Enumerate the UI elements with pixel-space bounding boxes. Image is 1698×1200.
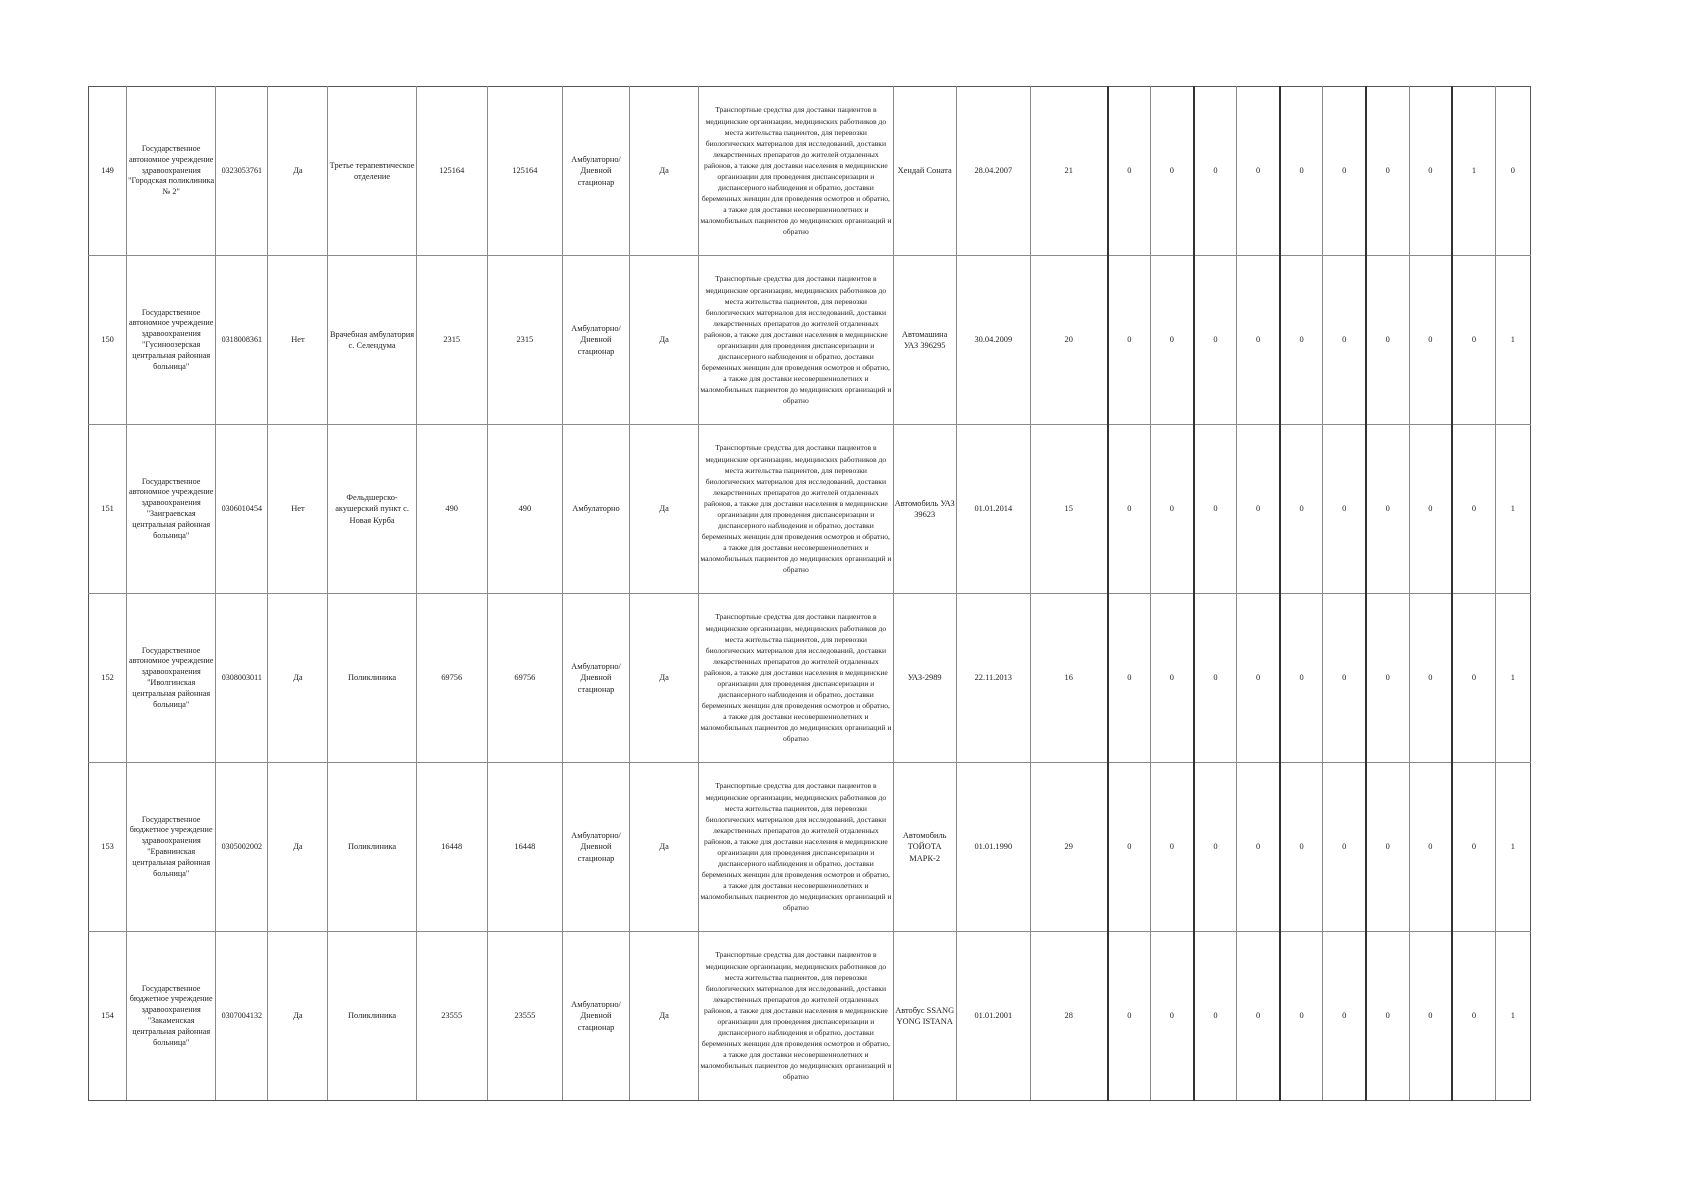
value-cell: 0 [1452,425,1495,594]
value-cell: 0 [1194,87,1237,256]
value-cell: 1 [1495,256,1530,425]
value-cell: 0 [1194,256,1237,425]
value-cell: 0 [1452,763,1495,932]
organization-name: Государственное автономное учреждение здравоохранения "Городская поликлиника № 2" [127,87,216,256]
population-cell: 23555 [416,932,487,1101]
vehicle-register-table [88,86,1531,1101]
row-number: 150 [89,256,127,425]
subdivision-name: Фельдшерско-акушерский пункт с. Новая Курба [328,425,416,594]
value-cell: 0 [1452,932,1495,1101]
subdivision-name: Поликлиника [328,932,416,1101]
table-row [89,256,1531,425]
subdivision-name: Поликлиника [328,763,416,932]
table-row [89,425,1531,594]
flag-cell: Нет [268,425,328,594]
care-type-cell: Амбулаторно/Дневной стационар [562,932,629,1101]
transport-purpose: Транспортные средства для доставки пациентов в медицинские организации, медицинских работников до места жительства пациентов, для перевозки биологических материалов для исследований, доставки лекарственных препаратов до жителей отдаленных районов, а также для доставки населения в медицинские организации для проведения диспансеризации и диспансерного наблюдения и обратно, доставки беременных женщин для проведения осмотров и обратно, а также для доставки несовершеннолетних и маломобильных пациентов до медицинских организаций и обратно [699,594,893,763]
vehicle-date: 01.01.2014 [956,425,1030,594]
value-cell: 0 [1194,594,1237,763]
value-cell: 0 [1194,932,1237,1101]
flag-cell: Да [630,932,699,1101]
value-cell: 0 [1194,425,1237,594]
value-cell: 0 [1323,256,1366,425]
value-cell: 0 [1237,256,1280,425]
value-cell: 0 [1409,763,1452,932]
organization-code: 0308003011 [216,594,268,763]
organization-code: 0305002002 [216,763,268,932]
table-row [89,594,1531,763]
value-cell: 0 [1280,763,1323,932]
subdivision-name: Третье терапевтическое отделение [328,87,416,256]
care-type-cell: Амбулаторно/Дневной стационар [562,594,629,763]
value-cell: 0 [1452,594,1495,763]
value-cell: 0 [1366,932,1409,1101]
value-cell: 0 [1108,763,1151,932]
value-cell: 0 [1151,594,1194,763]
care-type-cell: Амбулаторно [562,425,629,594]
value-cell: 1 [1495,594,1530,763]
row-number: 153 [89,763,127,932]
organization-code: 0307004132 [216,932,268,1101]
population-cell: 16448 [416,763,487,932]
care-type-cell: Амбулаторно/Дневной стационар [562,763,629,932]
value-cell: 0 [1280,932,1323,1101]
value-cell: 0 [1280,256,1323,425]
value-cell: 0 [1151,256,1194,425]
vehicle-model: Автомобиль ТОЙОТА МАРК-2 [893,763,956,932]
vehicle-age: 15 [1030,425,1107,594]
value-cell: 0 [1409,594,1452,763]
organization-code: 0318008361 [216,256,268,425]
vehicle-age: 28 [1030,932,1107,1101]
subdivision-name: Поликлиника [328,594,416,763]
flag-cell: Да [630,425,699,594]
vehicle-model: Хендай Соната [893,87,956,256]
transport-purpose: Транспортные средства для доставки пациентов в медицинские организации, медицинских работников до места жительства пациентов, для перевозки биологических материалов для исследований, доставки лекарственных препаратов до жителей отдаленных районов, а также для доставки населения в медицинские организации для проведения диспансеризации и диспансерного наблюдения и обратно, доставки беременных женщин для проведения осмотров и обратно, а также для доставки несовершеннолетних и маломобильных пациентов до медицинских организаций и обратно [699,87,893,256]
value-cell: 0 [1409,425,1452,594]
flag-cell: Да [268,87,328,256]
value-cell: 0 [1108,932,1151,1101]
organization-code: 0323053761 [216,87,268,256]
transport-purpose: Транспортные средства для доставки пациентов в медицинские организации, медицинских работников до места жительства пациентов, для перевозки биологических материалов для исследований, доставки лекарственных препаратов до жителей отдаленных районов, а также для доставки населения в медицинские организации для проведения диспансеризации и диспансерного наблюдения и обратно, доставки беременных женщин для проведения осмотров и обратно, а также для доставки несовершеннолетних и маломобильных пациентов до медицинских организаций и обратно [699,763,893,932]
vehicle-age: 29 [1030,763,1107,932]
value-cell: 0 [1237,932,1280,1101]
transport-purpose: Транспортные средства для доставки пациентов в медицинские организации, медицинских работников до места жительства пациентов, для перевозки биологических материалов для исследований, доставки лекарственных препаратов до жителей отдаленных районов, а также для доставки населения в медицинские организации для проведения диспансеризации и диспансерного наблюдения и обратно, доставки беременных женщин для проведения осмотров и обратно, а также для доставки несовершеннолетних и маломобильных пациентов до медицинских организаций и обратно [699,256,893,425]
flag-cell: Нет [268,256,328,425]
row-number: 151 [89,425,127,594]
value-cell: 0 [1366,256,1409,425]
row-number: 152 [89,594,127,763]
organization-name: Государственное бюджетное учреждение здравоохранения "Еравнинская центральная районная больница" [127,763,216,932]
value-cell: 0 [1151,425,1194,594]
value-cell: 0 [1366,763,1409,932]
value-cell: 0 [1323,87,1366,256]
table-row [89,932,1531,1101]
value-cell: 0 [1108,256,1151,425]
value-cell: 1 [1495,425,1530,594]
population-cell: 490 [487,425,562,594]
value-cell: 0 [1151,87,1194,256]
value-cell: 0 [1366,425,1409,594]
flag-cell: Да [630,594,699,763]
care-type-cell: Амбулаторно/Дневной стационар [562,256,629,425]
population-cell: 23555 [487,932,562,1101]
value-cell: 0 [1237,87,1280,256]
value-cell: 0 [1108,594,1151,763]
subdivision-name: Врачебная амбулатория с. Селендума [328,256,416,425]
population-cell: 2315 [487,256,562,425]
value-cell: 0 [1452,256,1495,425]
value-cell: 0 [1366,87,1409,256]
organization-name: Государственное автономное учреждение здравоохранения "Иволгинская центральная районная больница" [127,594,216,763]
value-cell: 0 [1237,425,1280,594]
vehicle-date: 28.04.2007 [956,87,1030,256]
vehicle-model: Автобус SSANG YONG ISTANA [893,932,956,1101]
organization-code: 0306010454 [216,425,268,594]
value-cell: 0 [1323,425,1366,594]
transport-purpose: Транспортные средства для доставки пациентов в медицинские организации, медицинских работников до места жительства пациентов, для перевозки биологических материалов для исследований, доставки лекарственных препаратов до жителей отдаленных районов, а также для доставки населения в медицинские организации для проведения диспансеризации и диспансерного наблюдения и обратно, доставки беременных женщин для проведения осмотров и обратно, а также для доставки несовершеннолетних и маломобильных пациентов до медицинских организаций и обратно [699,932,893,1101]
flag-cell: Да [630,256,699,425]
vehicle-date: 30.04.2009 [956,256,1030,425]
value-cell: 0 [1323,594,1366,763]
value-cell: 0 [1194,763,1237,932]
value-cell: 0 [1108,87,1151,256]
value-cell: 0 [1280,594,1323,763]
flag-cell: Да [268,932,328,1101]
table-row [89,763,1531,932]
value-cell: 0 [1280,425,1323,594]
population-cell: 490 [416,425,487,594]
flag-cell: Да [268,594,328,763]
organization-name: Государственное автономное учреждение здравоохранения "Гусиноозерская центральная районная больница" [127,256,216,425]
value-cell: 0 [1237,763,1280,932]
flag-cell: Да [630,763,699,932]
vehicle-age: 16 [1030,594,1107,763]
value-cell: 0 [1409,87,1452,256]
value-cell: 1 [1452,87,1495,256]
value-cell: 0 [1151,763,1194,932]
transport-purpose: Транспортные средства для доставки пациентов в медицинские организации, медицинских работников до места жительства пациентов, для перевозки биологических материалов для исследований, доставки лекарственных препаратов до жителей отдаленных районов, а также для доставки населения в медицинские организации для проведения диспансеризации и диспансерного наблюдения и обратно, доставки беременных женщин для проведения осмотров и обратно, а также для доставки несовершеннолетних и маломобильных пациентов до медицинских организаций и обратно [699,425,893,594]
vehicle-model: Автомобиль УАЗ 39623 [893,425,956,594]
value-cell: 1 [1495,763,1530,932]
value-cell: 0 [1323,763,1366,932]
table-row [89,87,1531,256]
population-cell: 125164 [416,87,487,256]
flag-cell: Да [268,763,328,932]
vehicle-model: Автомашина УАЗ 396295 [893,256,956,425]
population-cell: 69756 [487,594,562,763]
value-cell: 0 [1495,87,1530,256]
population-cell: 2315 [416,256,487,425]
table-body [89,87,1531,1101]
value-cell: 0 [1280,87,1323,256]
population-cell: 69756 [416,594,487,763]
population-cell: 16448 [487,763,562,932]
vehicle-model: УАЗ-2989 [893,594,956,763]
organization-name: Государственное бюджетное учреждение здравоохранения "Закаменская центральная районная больница" [127,932,216,1101]
value-cell: 0 [1237,594,1280,763]
value-cell: 0 [1409,256,1452,425]
value-cell: 0 [1323,932,1366,1101]
flag-cell: Да [630,87,699,256]
value-cell: 1 [1495,932,1530,1101]
value-cell: 0 [1151,932,1194,1101]
value-cell: 0 [1409,932,1452,1101]
vehicle-date: 01.01.2001 [956,932,1030,1101]
population-cell: 125164 [487,87,562,256]
vehicle-age: 21 [1030,87,1107,256]
vehicle-date: 01.01.1990 [956,763,1030,932]
vehicle-age: 20 [1030,256,1107,425]
row-number: 154 [89,932,127,1101]
value-cell: 0 [1366,594,1409,763]
vehicle-date: 22.11.2013 [956,594,1030,763]
organization-name: Государственное автономное учреждение здравоохранения "Заиграевская центральная районная больница" [127,425,216,594]
care-type-cell: Амбулаторно/Дневной стационар [562,87,629,256]
row-number: 149 [89,87,127,256]
value-cell: 0 [1108,425,1151,594]
